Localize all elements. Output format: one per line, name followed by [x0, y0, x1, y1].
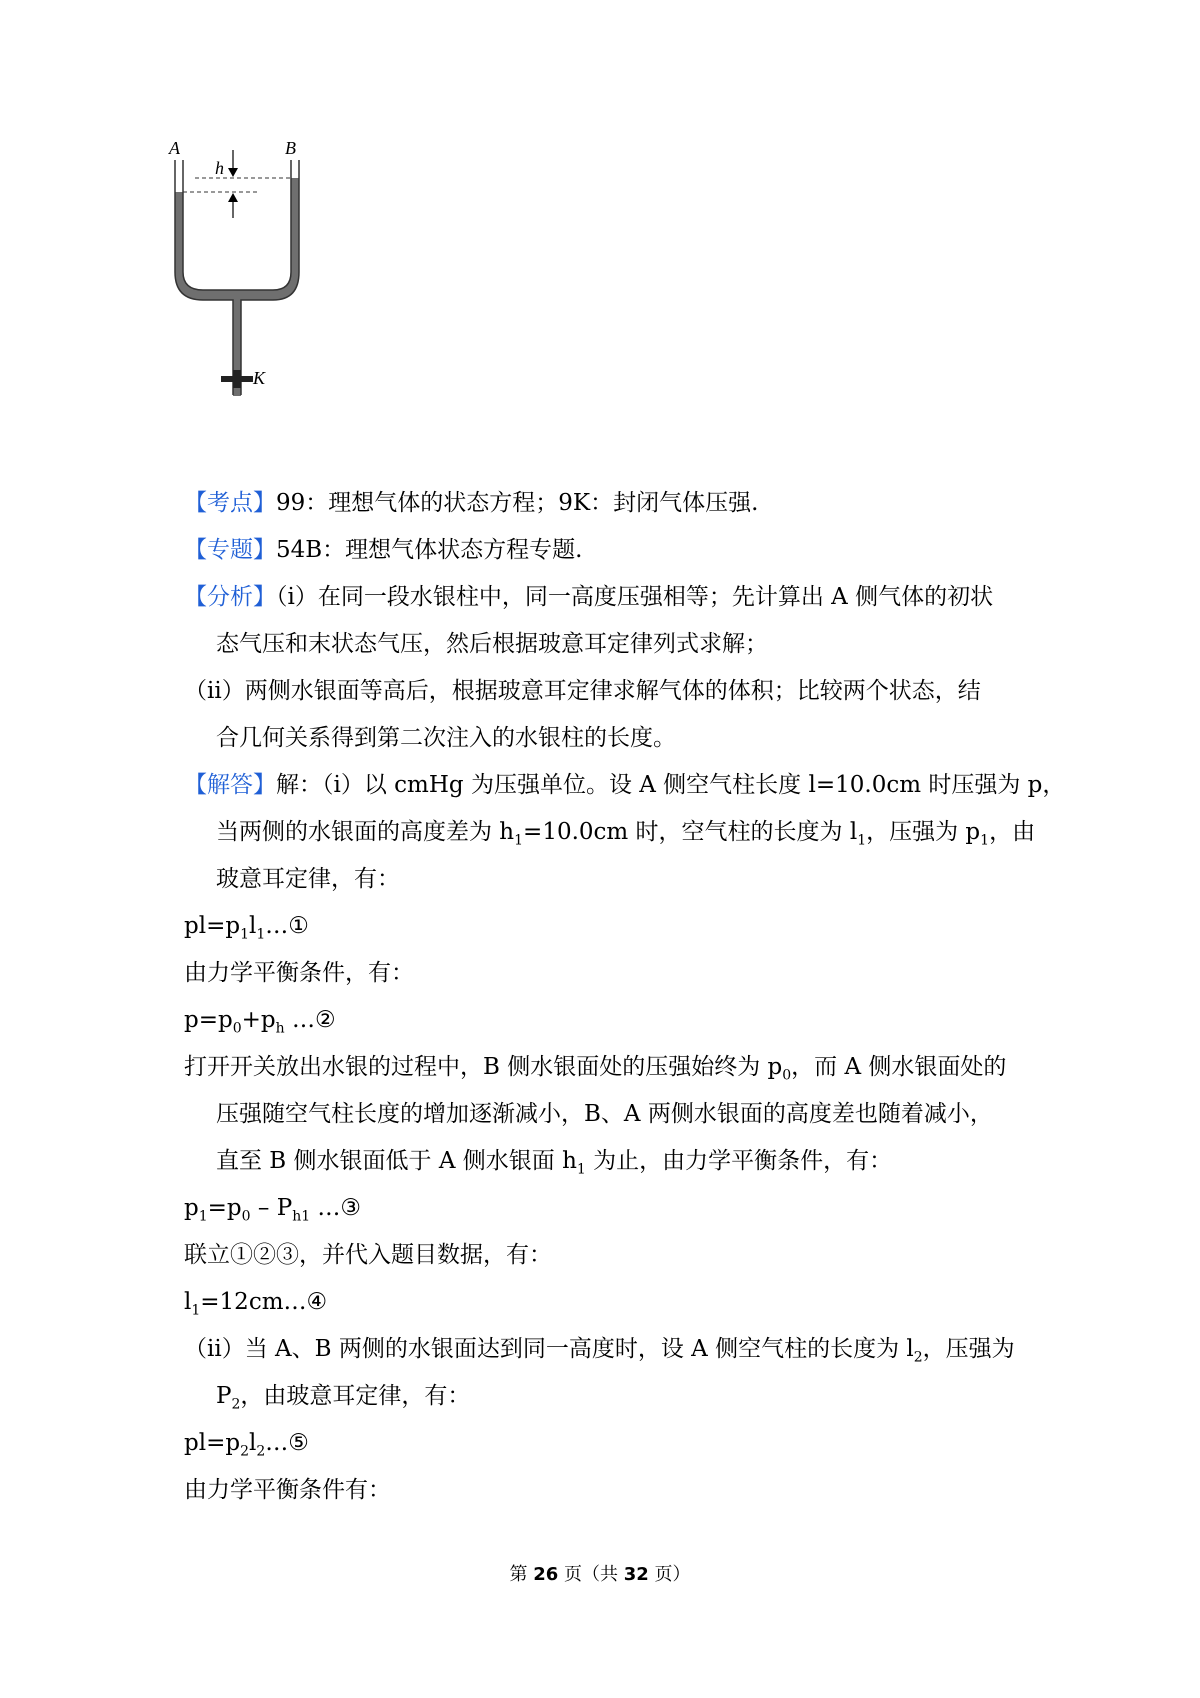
label-b: B: [285, 138, 296, 158]
up-arrow-icon: [228, 193, 238, 202]
text-line: （ii）两侧水银面等高后，根据玻意耳定律求解气体的体积；比较两个状态，结: [184, 678, 981, 704]
label-a: A: [169, 138, 180, 158]
text-line: 压强随空气柱长度的增加逐渐减小，B、A 两侧水银面的高度差也随着减小，: [216, 1101, 993, 1127]
mercury-column: [175, 178, 299, 396]
text-line: 【分析】（i）在同一段水银柱中，同一高度压强相等；先计算出 A 侧气体的初状: [184, 584, 994, 610]
text-line: $p_1=p_0 - P_{h1}$ …③: [184, 1195, 362, 1225]
text-line: $P_2$，由玻意耳定律，有：: [216, 1383, 471, 1413]
text-line: $pl=p_2l_2\dots ⑤$: [184, 1430, 309, 1460]
text-line: 【解答】解：（i）以 cmHg 为压强单位。设 A 侧空气柱长度 l=10.0cm 时压强为 p，: [184, 772, 1066, 798]
label-k: K: [253, 368, 266, 388]
text-line: 由力学平衡条件，有：: [184, 960, 414, 986]
text-line: $l_1=12cm\dots ④$: [184, 1289, 328, 1319]
text-line: （ii）当 A、B 两侧的水银面达到同一高度时，设 A 侧空气柱的长度为 $l_2$，压强为: [184, 1336, 1015, 1366]
text-line: 当两侧的水银面的高度差为 $h_1=10.0cm$ 时，空气柱的长度为 $l_1$，压强为 $p_1$，由: [216, 819, 1036, 849]
text-line: 合几何关系得到第二次注入的水银柱的长度。: [216, 725, 676, 751]
u-tube-figure: [169, 138, 315, 440]
text-line: $p=p_0+p_h$ …②: [184, 1007, 336, 1037]
text-line: 直至 B 侧水银面低于 A 侧水银面 $h_1$ 为止，由力学平衡条件，有：: [216, 1148, 893, 1178]
text-line: 【专题】54B：理想气体状态方程专题.: [184, 537, 583, 563]
text-line: 打开开关放出水银的过程中，B 侧水银面处的压强始终为 $p_0$，而 A 侧水银面处的: [184, 1054, 1007, 1084]
page-number: 26: [533, 1564, 559, 1585]
down-arrow-icon: [228, 168, 238, 177]
solution-text: [184, 480, 1066, 1514]
text-line: $pl=p_1l_1\dots ①$: [184, 913, 309, 943]
text-line: 【考点】99：理想气体的状态方程；9K：封闭气体压强.: [184, 490, 759, 516]
page-total: 32: [623, 1564, 649, 1585]
text-line: 玻意耳定律，有：: [216, 866, 400, 892]
page-footer: 第 26 页（共 32 页）: [509, 1564, 691, 1585]
label-h: h: [215, 158, 224, 178]
text-line: 态气压和末状态气压，然后根据玻意耳定律列式求解；: [216, 631, 768, 657]
text-line: 联立①②③，并代入题目数据，有：: [184, 1242, 552, 1268]
text-line: 由力学平衡条件有：: [184, 1477, 391, 1503]
